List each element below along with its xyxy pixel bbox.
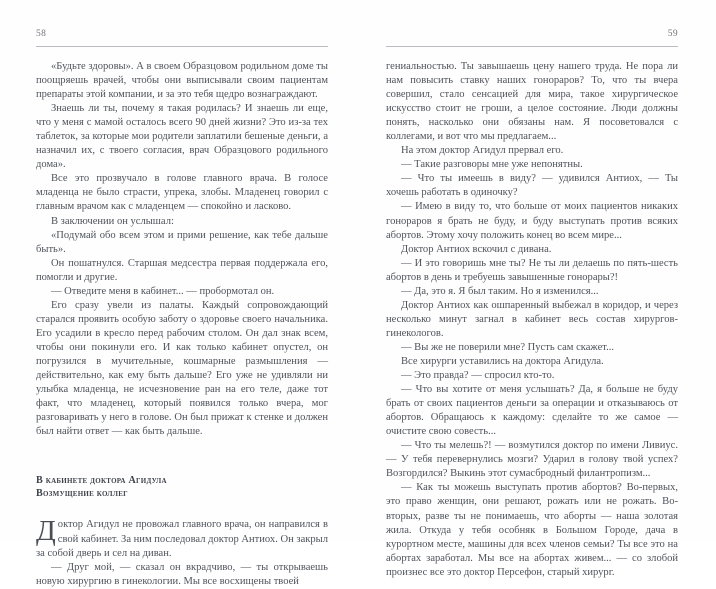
section-heading-line-2: Возмущение коллег bbox=[36, 487, 128, 499]
paragraph: Доктор Антиох вскочил с дивана. bbox=[401, 243, 552, 255]
paragraph: — Отведите меня в кабинет... — пробормотал он. bbox=[51, 285, 275, 297]
paragraph: — Что ты мелешь?! — возмутился доктор по имени Ливиус. — У тебя перевернулись мозги? Ударил в голову твой успех? Возгордился? Выкинь этот сумасбродный филантропизм... bbox=[386, 440, 678, 480]
paragraph: Он пошатнулся. Старшая медсестра первая поддержала его, помогли и другие. bbox=[36, 257, 328, 283]
paragraph: — Имею в виду то, что больше от моих пациентов никаких гонораров я брать не буду, и буду выступать против всяких абортов. Этому хочу положить конец во всем мире... bbox=[386, 201, 678, 241]
header-rule-left bbox=[36, 46, 328, 47]
paragraph: Все это прозвучало в голове главного врача. В голосе младенца не было страсти, упрека, злобы. Младенец говорил с главным врачом как с младенцем — спокойно и ласково. bbox=[36, 173, 328, 213]
header-rule-right bbox=[386, 46, 678, 47]
page-left bbox=[0, 0, 358, 587]
running-head-left bbox=[36, 28, 328, 45]
paragraph: — Что ты имеешь в виду? — удивился Антиох, — Ты хочешь работать в одиночку? bbox=[386, 173, 678, 199]
drop-cap-letter: Д bbox=[36, 515, 56, 548]
paragraph: — Друг мой, — сказал он вкрадчиво, — ты открываешь новую хирургию в гинекологии. Мы все восхищены твоей bbox=[36, 561, 328, 587]
paragraph: В заключении он услышал: bbox=[51, 215, 174, 227]
page-right bbox=[358, 0, 716, 578]
page-number-left: 58 bbox=[36, 29, 47, 39]
dropcap-paragraph-text: октор Агидул не провожал главного врача, он направился в свой кабинет. За ним последовал доктор Антиох. Он закрыл за собой дверь и сел на диван. bbox=[36, 519, 328, 559]
paragraph: — И это говоришь мне ты? Не ты ли делаешь по пять-шесть абортов в день и требуешь завышенные гонорары?! bbox=[386, 257, 678, 283]
paragraph: «Будьте здоровы». А в своем Образцовом родильном доме ты поощряешь врачей, чтобы они выписывали своим пациентам препараты этой компании, и за это тебя щедро вознаграждают. bbox=[36, 61, 328, 101]
paragraph: Знаешь ли ты, почему я такая родилась? И знаешь ли еще, что у меня с мамой осталось всего 90 дней жизни? Это из-за тех таблеток, за которые мои родители заплатили бешеные деньги, а назначил их, с твоего согласия, врач Образцового родильного дома». bbox=[36, 103, 328, 171]
page-number-right: 59 bbox=[667, 29, 678, 39]
paragraph: — Такие разговоры мне уже непонятны. bbox=[401, 159, 583, 171]
page-left-text-block bbox=[36, 28, 328, 587]
paragraph: Все хирурги уставились на доктора Агидула. bbox=[401, 355, 604, 367]
paragraph: «Подумай обо всем этом и прими решение, как тебе дальше быть». bbox=[36, 229, 328, 255]
body-text-left bbox=[36, 60, 328, 589]
page-right-text-block bbox=[386, 28, 678, 578]
paragraph: На этом доктор Агидул прервал его. bbox=[401, 145, 564, 157]
paragraph: — Да, это я. Я был таким. Но я изменился... bbox=[401, 285, 599, 297]
paragraph: — Вы же не поверили мне? Пусть сам скажет... bbox=[401, 341, 614, 353]
section-heading bbox=[36, 475, 328, 500]
paragraph: — Это правда? — спросил кто-то. bbox=[401, 370, 555, 382]
section-heading-line-1: В кабинете доктора Агидула bbox=[36, 475, 167, 487]
paragraph: гениальностью. Ты завышаешь цену нашего труда. Не пора ли нам повысить ставку наших гонораров? То, что ты вчера совершил, стало сенсацией для мира, такое хирургическое искусство стоит не гроши, а целое состояние. Люди должны понять, насколько они обязаны нам. Я посоветовался с коллегами, и вот что мы предлагаем... bbox=[386, 61, 678, 143]
paragraph: — Что вы хотите от меня услышать? Да, я больше не буду брать от своих пациентов деньги за операции и отказываюсь от абортов. Обращаюсь к каждому: сделайте то же самое — очистите свою совесть... bbox=[386, 384, 678, 438]
paragraph: — Как ты можешь выступать против абортов? Во-первых, это право женщин, они решают, рожать или не рожать. Во-вторых, разве ты не понимаешь, что аборты — наша золотая жила. Откуда у тебя особняк в Большом Городе, дача в курортном месте, машины для всех членов семьи? Ты все это на абортах заработал. Мы все на абортах живем... — со злобой произнес все это доктор Персефон, старый хирург. bbox=[386, 482, 678, 578]
paragraph: Доктор Антиох как ошпаренный выбежал в коридор, и через несколько минут загнал в кабинет весь состав хирургов-гинекологов. bbox=[386, 299, 678, 339]
running-head-right bbox=[386, 28, 678, 45]
body-text-right bbox=[386, 60, 678, 580]
paragraph: Его сразу увели из палаты. Каждый сопровождающий старался проявить особую заботу о здоровье своего начальника. Его усадили в кресло перед рабочим столом. Он дал знак всем, чтобы они покинули его. И как только кабинет опустел, он погрузился в мучительные, кошмарные размышления — действительно, как ему быть дальше? Его уже не удивляли ни улыбка младенца, не исчезновение ран на его теле, даже тот факт, что младенец, который появился только вчера, мог разговаривать у него в голове. Он был прижат к стенке и должен был найти ответ — как быть дальше. bbox=[36, 299, 328, 438]
